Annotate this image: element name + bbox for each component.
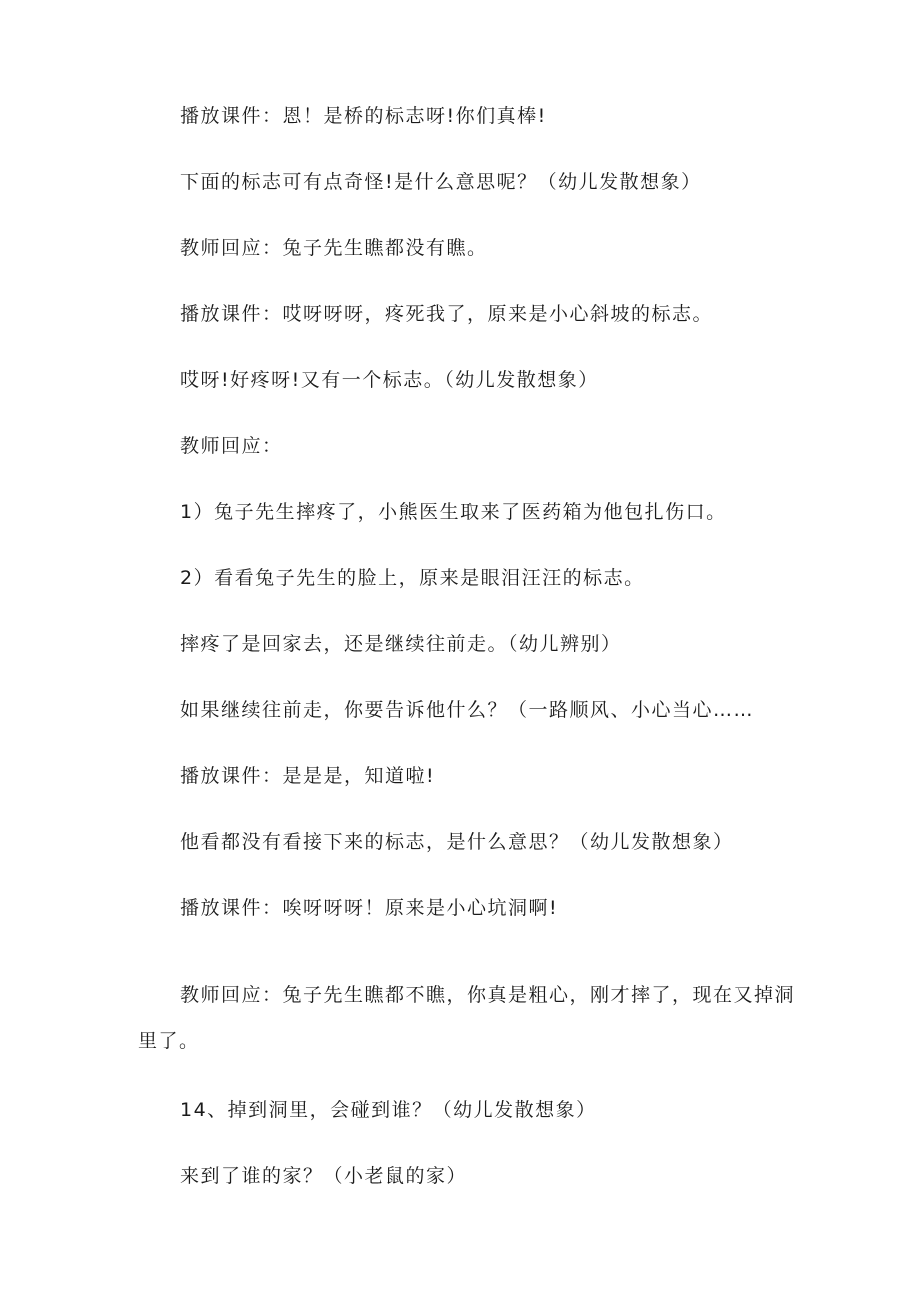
paragraph-first-line: 教师回应：兔子先生瞧都不瞧，你真是粗心，刚才摔了，现在又掉洞 (180, 984, 796, 1006)
paragraph-continuation: 里了。 (138, 1030, 200, 1052)
text-line: 下面的标志可有点奇怪!是什么意思呢？（幼儿发散想象） (180, 171, 702, 193)
text-line: 他看都没有看接下来的标志，是什么意思？（幼儿发散想象） (180, 831, 734, 853)
text-line: 播放课件：唉呀呀呀！原来是小心坑洞啊! (180, 897, 559, 919)
text-line: 如果继续往前走，你要告诉他什么？（一路顺风、小心当心…… (180, 699, 755, 721)
text-line: 14、掉到洞里，会碰到谁？（幼儿发散想象） (180, 1099, 597, 1121)
text-line: 摔疼了是回家去，还是继续往前走。（幼儿辨别） (180, 633, 622, 655)
text-line: 教师回应：兔子先生瞧都没有瞧。 (180, 237, 488, 259)
text-line: 1）兔子先生摔疼了，小熊医生取来了医药箱为他包扎伤口。 (180, 501, 727, 523)
text-line: 2）看看兔子先生的脸上，原来是眼泪汪汪的标志。 (180, 567, 645, 589)
text-line: 来到了谁的家？（小老鼠的家） (180, 1165, 468, 1187)
text-line: 播放课件：恩！是桥的标志呀!你们真棒! (180, 105, 547, 127)
text-line: 播放课件：哎呀呀呀，疼死我了，原来是小心斜坡的标志。 (180, 303, 714, 325)
teacher-response-paragraph (138, 983, 796, 1053)
text-line: 哎呀!好疼呀!又有一个标志。（幼儿发散想象） (180, 369, 599, 391)
text-line: 教师回应： (180, 435, 283, 457)
text-line: 播放课件：是是是，知道啦! (180, 765, 436, 787)
